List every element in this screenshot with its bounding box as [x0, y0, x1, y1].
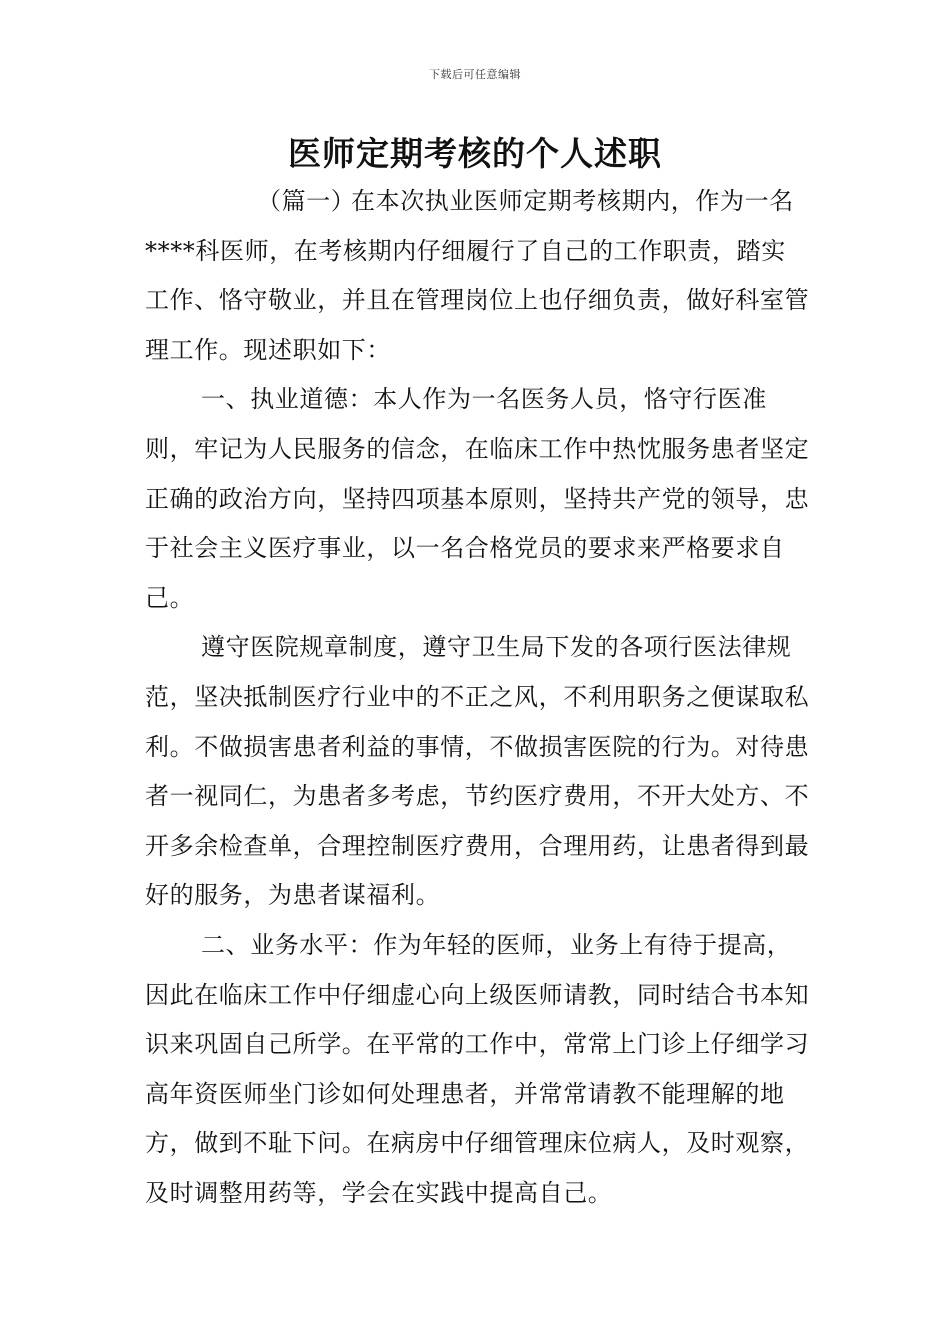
paragraph-ethics: 一、执业道德：本人作为一名医务人员，恪守行医准则，牢记为人民服务的信念，在临床工作中热忱服务患者坚定正确的政治方向，坚持四项基本原则，坚持共产党的领导，忠于社会主义医疗事业，以一名合格党员的要求来严格要求自己。 [145, 385, 810, 612]
paragraph-regulations: 遵守医院规章制度，遵守卫生局下发的各项行医法律规范，坚决抵制医疗行业中的不正之风，不利用职务之便谋取私利。不做损害患者利益的事情，不做损害医院的行为。对待患者一视同仁，为患者多考虑，节约医疗费用，不开大处方、不开多余检查单，合理控制医疗费用，合理用药，让患者得到最好的服务，为患者谋福利。 [145, 633, 810, 910]
intro-label: （篇一） [257, 187, 356, 215]
document-title: 医师定期考核的个人述职 [288, 134, 662, 173]
header-note: 下载后可任意编辑 [429, 68, 521, 81]
document-body [145, 177, 810, 1218]
paragraph-skills: 二、业务水平：作为年轻的医师，业务上有待于提高，因此在临床工作中仔细虚心向上级医师请教，同时结合书本知识来巩固自己所学。在平常的工作中，常常上门诊上仔细学习高年资医师坐门诊如何处理患者，并常常请教不能理解的地方，做到不耻下问。在病房中仔细管理床位病人，及时观察，及时调整用药等，学会在实践中提高自己。 [145, 930, 810, 1207]
paragraph-intro [145, 177, 810, 375]
paragraph-text: 在本次执业医师定期考核期内，作为一名****科医师，在考核期内仔细履行了自己的工作职责，踏实工作、恪守敬业，并且在管理岗位上也仔细负责，做好科室管理工作。现述职如下： [145, 187, 810, 364]
